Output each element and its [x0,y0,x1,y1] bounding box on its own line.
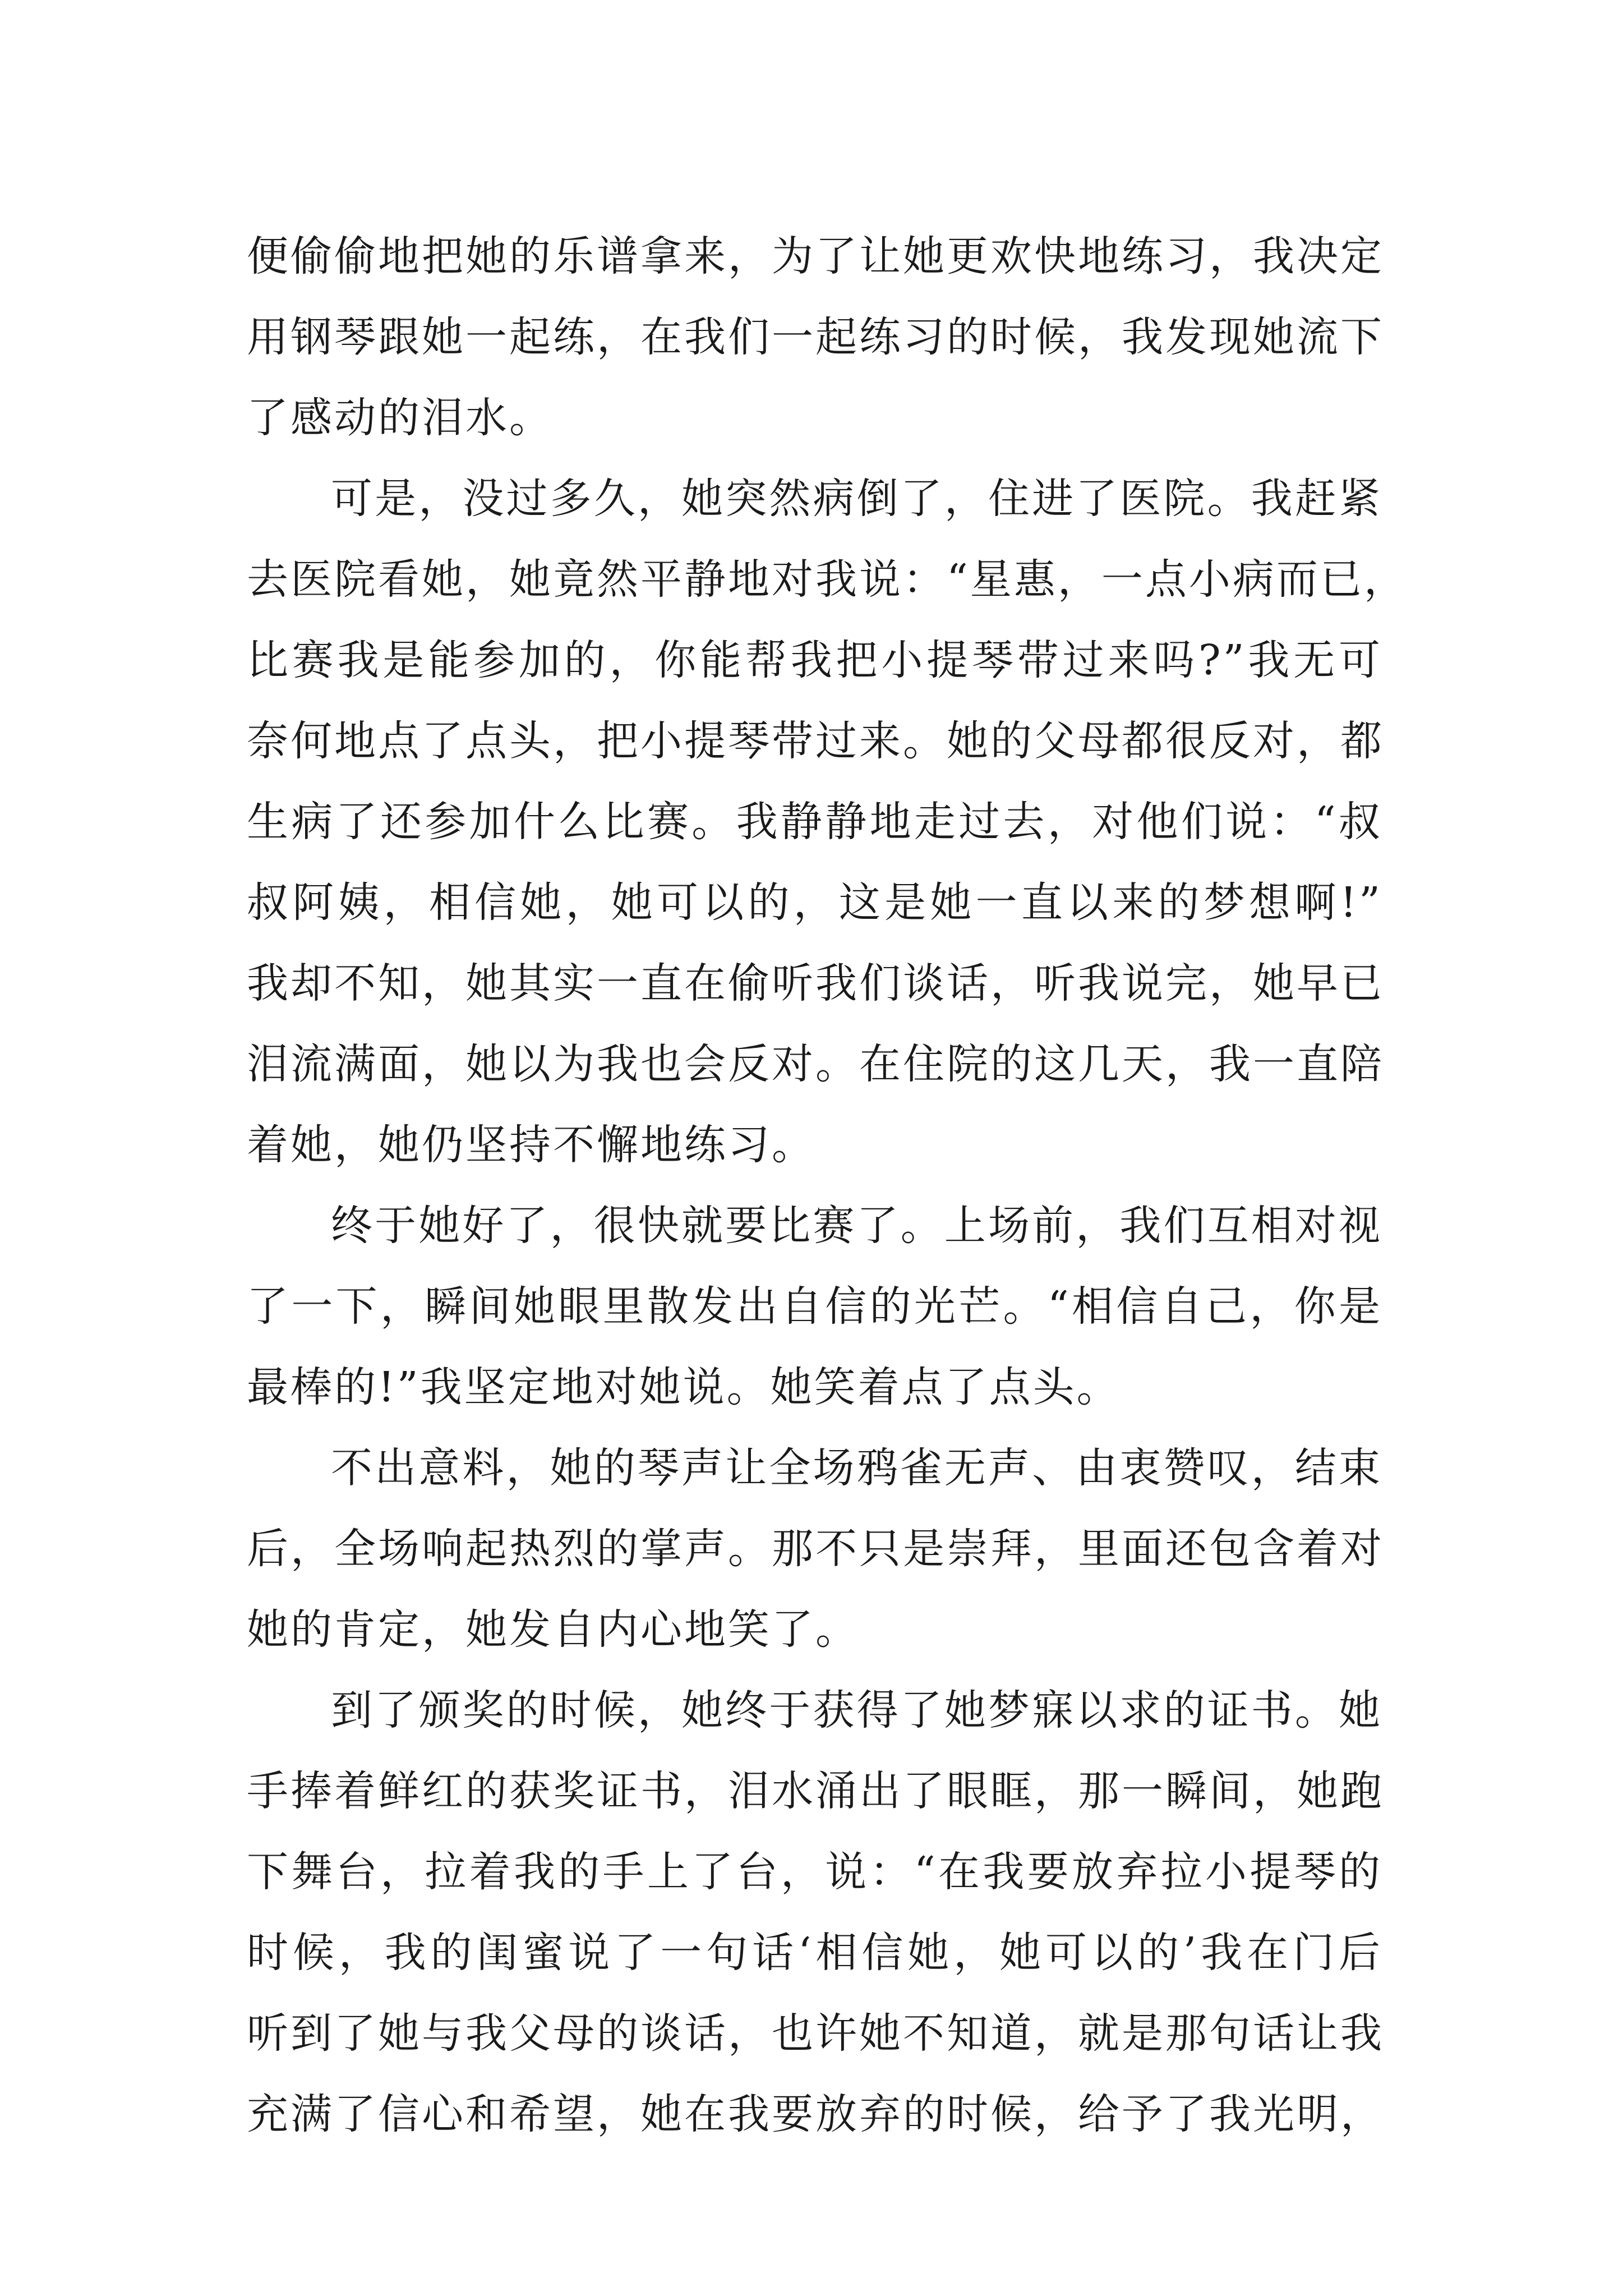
text-line: 去医院看她，她竟然平静地对我说：“星惠，一点小病而已， [247,555,1408,604]
text-line: 了一下，瞬间她眼里散发出自信的光芒。“相信自己，你是 [247,1282,1382,1331]
text-line: 用钢琴跟她一起练，在我们一起练习的时候，我发现她流下 [247,313,1384,361]
text-line: 她的肯定，她发自内心地笑了。 [247,1605,859,1654]
text-line: 终于她好了，很快就要比赛了。上场前，我们互相对视 [331,1202,1382,1250]
text-line: 时候，我的闺蜜说了一句话‘相信她，她可以的’我在门后 [247,1929,1382,1977]
text-line: 下舞台，拉着我的手上了台，说：“在我要放弃拉小提琴的 [247,1848,1382,1896]
text-line: 充满了信心和希望，她在我要放弃的时候，给予了我光明， [247,2090,1384,2138]
text-line: 比赛我是能参加的，你能帮我把小提琴带过来吗?”我无可 [247,636,1382,684]
text-line: 泪流满面，她以为我也会反对。在住院的这几天，我一直陪 [247,1040,1384,1088]
text-line: 可是，没过多久，她突然病倒了，住进了医院。我赶紧 [331,475,1382,523]
document-body [247,216,1408,2155]
text-line: 生病了还参加什么比赛。我静静地走过去，对他们说：“叔 [247,798,1382,846]
text-line: 到了颁奖的时候，她终于获得了她梦寐以求的证书。她 [331,1686,1382,1734]
text-line: 着她，她仍坚持不懈地练习。 [247,1121,815,1169]
text-line: 后，全场响起热烈的掌声。那不只是崇拜，里面还包含着对 [247,1525,1384,1573]
text-line: 叔阿姨，相信她，她可以的，这是她一直以来的梦想啊!” [247,878,1382,927]
text-line: 最棒的!”我坚定地对她说。她笑着点了点头。 [247,1363,1121,1411]
text-line: 奈何地点了点头，把小提琴带过来。她的父母都很反对，都 [247,717,1384,765]
text-line: 我却不知，她其实一直在偷听我们谈话，听我说完，她早已 [247,959,1384,1007]
text-line: 了感动的泪水。 [247,394,553,442]
text-line: 听到了她与我父母的谈话，也许她不知道，就是那句话让我 [247,2009,1384,2058]
text-line: 便偷偷地把她的乐谱拿来，为了让她更欢快地练习，我决定 [247,232,1384,280]
text-line: 手捧着鲜红的获奖证书，泪水涌出了眼眶，那一瞬间，她跑 [247,1767,1384,1815]
text-line: 不出意料，她的琴声让全场鸦雀无声、由衷赞叹，结束 [331,1444,1382,1492]
